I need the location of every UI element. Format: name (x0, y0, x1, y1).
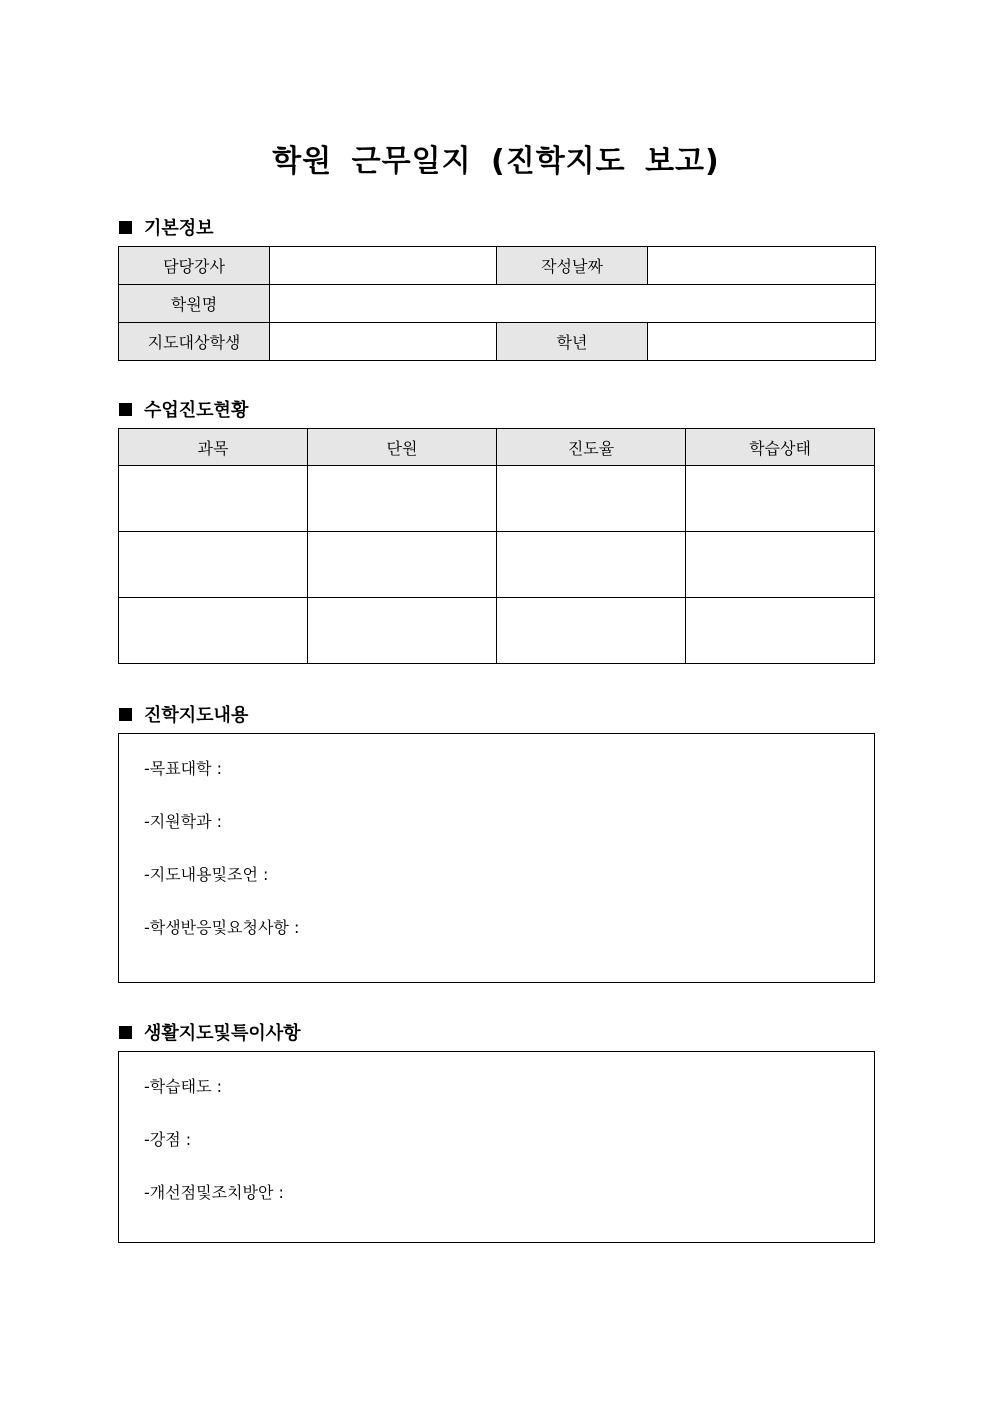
cell-learning-status[interactable] (686, 598, 875, 664)
cell-subject[interactable] (119, 466, 308, 532)
square-bullet-icon (119, 1026, 132, 1039)
cell-learning-status[interactable] (686, 532, 875, 598)
field-teacher[interactable] (270, 247, 497, 285)
guidance-target-department: -지원학과 : (144, 812, 223, 831)
field-academy[interactable] (270, 285, 876, 323)
section-title: 생활지도및특이사항 (144, 1023, 301, 1044)
square-bullet-icon (119, 403, 132, 416)
cell-learning-status[interactable] (686, 466, 875, 532)
section-title: 수업진도현황 (144, 400, 249, 421)
cell-subject[interactable] (119, 598, 308, 664)
basic-info-table (118, 246, 876, 361)
square-bullet-icon (119, 708, 132, 721)
section-heading-progress (119, 396, 248, 422)
guidance-target-university: -목표대학 : (144, 759, 223, 778)
section-heading-guidance (119, 701, 248, 727)
label-date: 작성날짜 (497, 247, 648, 285)
progress-table (118, 428, 875, 664)
section-heading-basic (119, 214, 214, 240)
section-title: 진학지도내용 (144, 705, 249, 726)
header-learning-status: 학습상태 (686, 429, 875, 466)
cell-progress-rate[interactable] (497, 598, 686, 664)
field-grade[interactable] (648, 323, 876, 361)
header-progress-rate: 진도율 (497, 429, 686, 466)
guidance-advice: -지도내용및조언 : (144, 865, 269, 884)
cell-unit[interactable] (308, 598, 497, 664)
label-grade: 학년 (497, 323, 648, 361)
cell-unit[interactable] (308, 532, 497, 598)
cell-unit[interactable] (308, 466, 497, 532)
cell-subject[interactable] (119, 532, 308, 598)
life-strengths: -강점 : (144, 1130, 192, 1149)
table-row (119, 466, 875, 532)
field-student[interactable] (270, 323, 497, 361)
label-student: 지도대상학생 (119, 323, 270, 361)
life-improvements: -개선점및조치방안 : (144, 1183, 284, 1202)
section-title: 기본정보 (144, 218, 214, 239)
life-attitude: -학습태도 : (144, 1077, 223, 1096)
label-academy: 학원명 (119, 285, 270, 323)
section-heading-life (119, 1019, 301, 1045)
life-guidance-box[interactable] (118, 1051, 875, 1243)
cell-progress-rate[interactable] (497, 466, 686, 532)
table-row (119, 532, 875, 598)
table-row (119, 598, 875, 664)
square-bullet-icon (119, 221, 132, 234)
guidance-student-feedback: -학생반응및요청사항 : (144, 918, 300, 937)
header-subject: 과목 (119, 429, 308, 466)
guidance-box[interactable] (118, 733, 875, 983)
page-title: 학원 근무일지 (진학지도 보고) (272, 144, 720, 179)
header-unit: 단원 (308, 429, 497, 466)
cell-progress-rate[interactable] (497, 532, 686, 598)
field-date[interactable] (648, 247, 876, 285)
label-teacher: 담당강사 (119, 247, 270, 285)
